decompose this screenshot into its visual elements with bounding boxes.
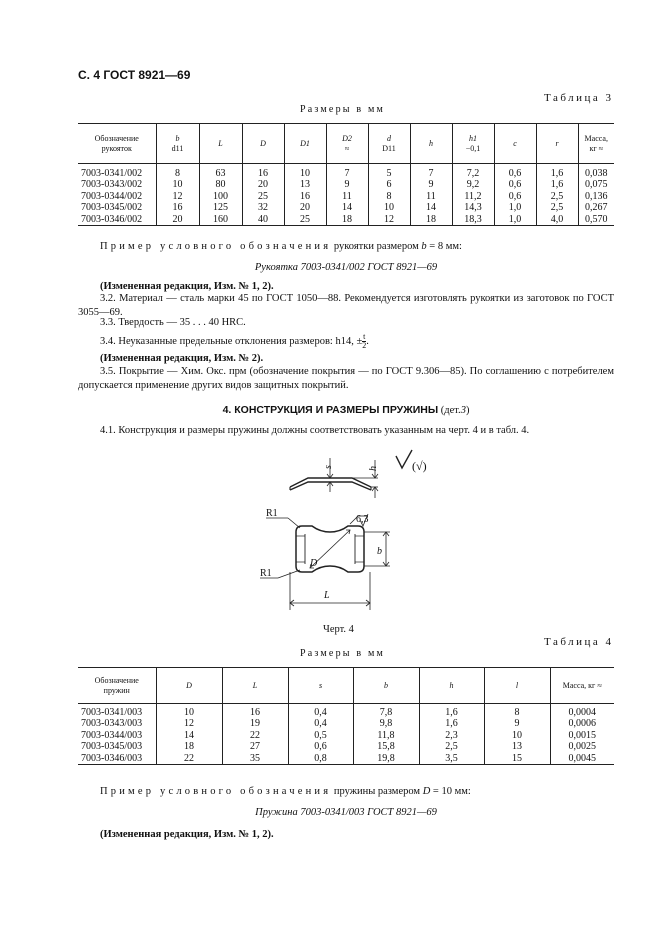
table-cell: 0,0025 — [550, 741, 614, 752]
example1-line: Пример условного обозначения рукоятки размером b = 8 мм: — [100, 241, 462, 252]
paragraph-3-3: 3.3. Твердость — 35 . . . 40 HRC. — [100, 317, 246, 328]
table3-header-r: r — [536, 124, 578, 164]
table-cell: 13 — [284, 179, 326, 190]
table-cell: 1,6 — [419, 718, 484, 729]
table-cell: 16 — [284, 191, 326, 202]
label-d: D — [310, 558, 318, 569]
label-b: b — [377, 546, 382, 557]
table-cell: 14 — [326, 202, 368, 213]
table-cell: 14,3 — [452, 202, 494, 213]
table-cell: 0,570 — [578, 214, 614, 226]
table3-header-h1: h1 −0,1 — [452, 124, 494, 164]
table-row — [78, 191, 614, 202]
table-cell: 15 — [484, 753, 550, 765]
table-cell: 9,2 — [452, 179, 494, 190]
table-cell: 125 — [199, 202, 242, 213]
table4 — [78, 667, 614, 765]
table-cell: 0,4 — [288, 704, 353, 719]
table-cell-designation: 7003-0343/003 — [81, 718, 143, 730]
table-cell: 0,6 — [494, 179, 536, 190]
table4-header-L: L — [222, 668, 288, 704]
table-cell: 7,2 — [452, 164, 494, 180]
table-cell: 40 — [242, 214, 284, 226]
table-cell: 1,6 — [419, 704, 484, 719]
table-cell-designation: 7003-0343/002 — [81, 179, 143, 191]
table-cell: 1,6 — [536, 164, 578, 180]
table-cell: 18 — [326, 214, 368, 226]
table3-header-designation: Обозначение рукояток — [94, 133, 139, 153]
table-cell: 32 — [242, 202, 284, 213]
table4-header-designation: Обозначение пружин — [94, 675, 139, 695]
table-cell: 1,0 — [494, 202, 536, 213]
table-cell: 0,038 — [578, 164, 614, 180]
label-r1-top: R1 — [266, 508, 278, 519]
table-cell: 12 — [368, 214, 410, 226]
table-cell: 2,3 — [419, 730, 484, 741]
table3-header-h: h — [410, 124, 452, 164]
table-cell: 11,2 — [452, 191, 494, 202]
table-cell: 14 — [156, 730, 222, 741]
table-cell-designation: 7003-0341/003 — [81, 707, 143, 718]
table3-header-mass: Масса, кг ≈ — [578, 124, 614, 164]
table-cell: 63 — [199, 164, 242, 180]
table-cell: 160 — [199, 214, 242, 226]
paragraph-3-2: 3.2. Материал — сталь марки 45 по ГОСТ 1050—88. Рекомендуется изготовлять рукоятки из заготовок по ГОСТ 3055—69. — [78, 293, 614, 318]
table-cell: 6 — [368, 179, 410, 190]
table3-header-L: L — [199, 124, 242, 164]
section4-title: 4. КОНСТРУКЦИЯ И РАЗМЕРЫ ПРУЖИНЫ (дет.3) — [222, 404, 470, 416]
table3-header-b: b d11 — [156, 124, 199, 164]
table-cell: 20 — [156, 214, 199, 226]
label-r1-bottom: R1 — [260, 568, 272, 579]
table-cell: 9 — [326, 179, 368, 190]
label-s: s — [323, 465, 334, 469]
table4-header-mass: Масса, кг ≈ — [550, 668, 614, 704]
example2-designation: Пружина 7003-0341/003 ГОСТ 8921—69 — [255, 807, 437, 818]
table-cell: 80 — [199, 179, 242, 190]
table-cell: 22 — [222, 730, 288, 741]
table-cell: 2,5 — [536, 202, 578, 213]
table-cell: 15,8 — [353, 741, 419, 752]
drawing-caption: Черт. 4 — [323, 624, 354, 635]
table-cell-designation: 7003-0345/003 — [81, 741, 143, 753]
example2-line: Пример условного обозначения пружины размером D = 10 мм: — [100, 786, 471, 797]
table-cell: 0,136 — [578, 191, 614, 202]
table-cell-designation: 7003-0346/002 — [81, 213, 143, 225]
table-cell: 0,0015 — [550, 730, 614, 741]
table-row — [78, 202, 614, 213]
page-header: С. 4 ГОСТ 8921—69 — [78, 68, 191, 82]
table-cell: 0,8 — [288, 753, 353, 765]
table-cell: 2,5 — [419, 741, 484, 752]
table-cell: 0,4 — [288, 718, 353, 729]
table-row — [78, 718, 614, 729]
table3-header-D2: D2 ≈ — [326, 124, 368, 164]
table3-header-D1: D1 — [284, 124, 326, 164]
table-row — [78, 730, 614, 741]
table-row — [78, 214, 614, 226]
table-cell: 9 — [484, 718, 550, 729]
table-cell: 16 — [222, 704, 288, 719]
table-cell: 18,3 — [452, 214, 494, 226]
table-cell: 18 — [156, 741, 222, 752]
label-l: L — [324, 590, 330, 601]
table3-header-c: c — [494, 124, 536, 164]
table-cell: 10 — [156, 179, 199, 190]
table-cell: 7 — [410, 164, 452, 180]
table-cell: 16 — [242, 164, 284, 180]
table-cell: 4,0 — [536, 214, 578, 226]
table-cell: 3,5 — [419, 753, 484, 765]
table-cell: 0,267 — [578, 202, 614, 213]
table-cell-designation: 7003-0344/003 — [81, 729, 143, 741]
table-cell: 9 — [410, 179, 452, 190]
table3-header-D: D — [242, 124, 284, 164]
table4-header-b: b — [353, 668, 419, 704]
table-cell: 8 — [484, 704, 550, 719]
table-cell: 2,5 — [536, 191, 578, 202]
table-cell: 100 — [199, 191, 242, 202]
table-cell: 0,075 — [578, 179, 614, 190]
table-cell: 5 — [368, 164, 410, 180]
table4-units: Размеры в мм — [300, 648, 386, 659]
table-cell: 16 — [156, 202, 199, 213]
table4-header-D: D — [156, 668, 222, 704]
table3-label: Таблица 3 — [544, 92, 614, 104]
table-row — [78, 753, 614, 765]
table-cell-designation: 7003-0341/002 — [81, 168, 143, 179]
table3-header-d: d D11 — [368, 124, 410, 164]
table-cell: 0,0006 — [550, 718, 614, 729]
table-cell: 0,6 — [494, 164, 536, 180]
table4-header-l: l — [484, 668, 550, 704]
table-cell: 19,8 — [353, 753, 419, 765]
table-row — [78, 164, 614, 180]
table-cell: 1,6 — [536, 179, 578, 190]
table-cell: 14 — [410, 202, 452, 213]
paragraph-4-1: 4.1. Конструкция и размеры пружины должны соответствовать указанным на черт. 4 и в табл. 4. — [100, 425, 530, 436]
table-cell: 13 — [484, 741, 550, 752]
table-cell: 7 — [326, 164, 368, 180]
table-cell: 0,0004 — [550, 704, 614, 719]
table-cell: 8 — [368, 191, 410, 202]
table-cell: 25 — [284, 214, 326, 226]
edit-note-2: (Измененная редакция, Изм. № 2). — [100, 353, 264, 364]
table-cell: 11 — [410, 191, 452, 202]
table-row — [78, 741, 614, 752]
paragraph-3-5: 3.5. Покрытие — Хим. Окс. прм (обозначение покрытия — по ГОСТ 9.306—85). По соглашению с потребителем допускается применение других видов защитных покрытий. — [78, 366, 614, 391]
table-cell: 0,5 — [288, 730, 353, 741]
table-cell: 10 — [368, 202, 410, 213]
table-cell: 11,8 — [353, 730, 419, 741]
spring-drawing — [250, 448, 450, 620]
example1-designation: Рукоятка 7003-0341/002 ГОСТ 8921—69 — [254, 262, 438, 273]
table-cell: 20 — [242, 179, 284, 190]
table4-label: Таблица 4 — [544, 636, 614, 648]
table-cell-designation: 7003-0345/002 — [81, 202, 143, 214]
edit-note-3: (Измененная редакция, Изм. № 1, 2). — [100, 829, 274, 840]
table-cell: 9,8 — [353, 718, 419, 729]
table-cell: 1,0 — [494, 214, 536, 226]
table-cell: 8 — [156, 164, 199, 180]
table-cell: 19 — [222, 718, 288, 729]
label-surface: 6,3 — [356, 514, 369, 525]
label-h: h — [368, 466, 379, 471]
table4-header-h: h — [419, 668, 484, 704]
table-cell: 27 — [222, 741, 288, 752]
table-cell: 35 — [222, 753, 288, 765]
table-cell: 22 — [156, 753, 222, 765]
table-cell: 0,6 — [288, 741, 353, 752]
table4-header-s: s — [288, 668, 353, 704]
table-cell: 10 — [284, 164, 326, 180]
table-cell-designation: 7003-0346/003 — [81, 752, 143, 764]
edit-note-1: (Измененная редакция, Изм. № 1, 2). — [100, 281, 274, 292]
paragraph-3-4: 3.4. Неуказанные предельные отклонения размеров: h14, ± $\frac{t}{2}$ . — [100, 332, 369, 350]
table-cell-designation: 7003-0344/002 — [81, 190, 143, 202]
table-cell: 12 — [156, 191, 199, 202]
table-cell: 0,6 — [494, 191, 536, 202]
table-cell: 0,0045 — [550, 753, 614, 765]
table3-units: Размеры в мм — [300, 104, 386, 115]
table-cell: 7,8 — [353, 704, 419, 719]
table-cell: 18 — [410, 214, 452, 226]
table-row — [78, 704, 614, 719]
table-cell: 25 — [242, 191, 284, 202]
table-cell: 20 — [284, 202, 326, 213]
table3 — [78, 123, 614, 226]
table-cell: 10 — [484, 730, 550, 741]
table-cell: 10 — [156, 704, 222, 719]
table-row — [78, 179, 614, 190]
table-cell: 11 — [326, 191, 368, 202]
table-cell: 12 — [156, 718, 222, 729]
label-roughness: (√) — [412, 459, 427, 473]
